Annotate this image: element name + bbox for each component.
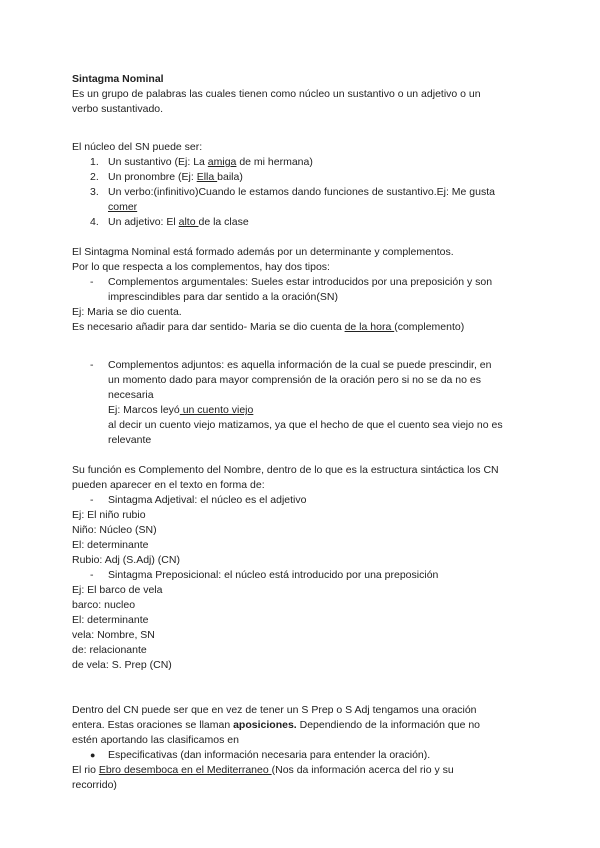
- nucleo-heading: El núcleo del SN puede ser:: [72, 141, 203, 153]
- adjuntos-item: - Complementos adjuntos: es aquella información de la cual se puede prescindir, en un momento dado para mayor comprensión de la oración pero si no se da no es necesaria Ej: Marcos leyó un cuento viejo al decir un cuento viejo matizamos, ya que el hecho de que el cuento sea viejo no es relevante: [90, 359, 503, 446]
- nucleo-item-1: 1. Un sustantivo (Ej: La amiga de mi hermana): [90, 156, 313, 168]
- nucleo-item-2: 2. Un pronombre (Ej: Ella baila): [90, 171, 243, 183]
- prep-example-1: Ej: El barco de vela: [72, 584, 163, 596]
- funcion-line-2: pueden aparecer en el texto en forma de:: [72, 479, 265, 491]
- adj-example-4: Rubio: Adj (S.Adj) (CN): [72, 554, 180, 566]
- nucleo-item-4: 4. Un adjetivo: El alto de la clase: [90, 216, 249, 228]
- ebro-line-2: recorrido): [72, 779, 117, 791]
- funcion-line-1: Su función es Complemento del Nombre, dentro de lo que es la estructura sintáctica los CN: [72, 464, 499, 476]
- aposiciones-line-2: entera. Estas oraciones se llaman aposiciones. Dependiendo de la información que no: [72, 719, 481, 731]
- document-title: Sintagma Nominal: [72, 73, 164, 85]
- adj-example-1: Ej: El niño rubio: [72, 509, 146, 521]
- s-adjetival-item: - Sintagma Adjetival: el núcleo es el adjetivo: [90, 494, 307, 506]
- necesario-line: Es necesario añadir para dar sentido- Maria se dio cuenta de la hora (complemento): [72, 321, 465, 333]
- adj-example-3: El: determinante: [72, 539, 149, 551]
- document-page: [72, 72, 532, 793]
- aposiciones-line-3: estén aportando las clasificamos en: [72, 734, 239, 746]
- prep-example-2: barco: nucleo: [72, 599, 136, 611]
- intro-line-2: verbo sustantivado.: [72, 103, 164, 115]
- s-preposicional-item: - Sintagma Preposicional: el núcleo está introducido por una preposición: [90, 569, 439, 581]
- intro-line-1: Es un grupo de palabras las cuales tienen como núcleo un sustantivo o un adjetivo o un: [72, 88, 481, 100]
- prep-example-4: vela: Nombre, SN: [72, 629, 155, 641]
- prep-example-6: de vela: S. Prep (CN): [72, 659, 172, 671]
- especificativas-item: ● Especificativas (dan información necesaria para entender la oración).: [90, 749, 431, 761]
- prep-example-5: de: relacionante: [72, 644, 147, 656]
- adj-example-2: Niño: Núcleo (SN): [72, 524, 157, 536]
- formado-line-1: El Sintagma Nominal está formado además por un determinante y complementos.: [72, 246, 454, 258]
- formado-line-2: Por lo que respecta a los complementos, hay dos tipos:: [72, 261, 330, 273]
- nucleo-item-3: 3. Un verbo:(infinitivo)Cuando le estamos dando funciones de sustantivo.Ej: Me gusta comer: [90, 186, 495, 213]
- prep-example-3: El: determinante: [72, 614, 149, 626]
- argumentales-item: - Complementos argumentales: Sueles estar introducidos por una preposición y son imprescindibles para dar sentido a la oración(SN): [90, 276, 493, 303]
- ebro-line-1: El rio Ebro desemboca en el Mediterraneo (Nos da información acerca del rio y su: [72, 764, 454, 776]
- aposiciones-line-1: Dentro del CN puede ser que en vez de tener un S Prep o S Adj tengamos una oración: [72, 704, 477, 716]
- ej-maria: Ej: Maria se dio cuenta.: [72, 306, 182, 318]
